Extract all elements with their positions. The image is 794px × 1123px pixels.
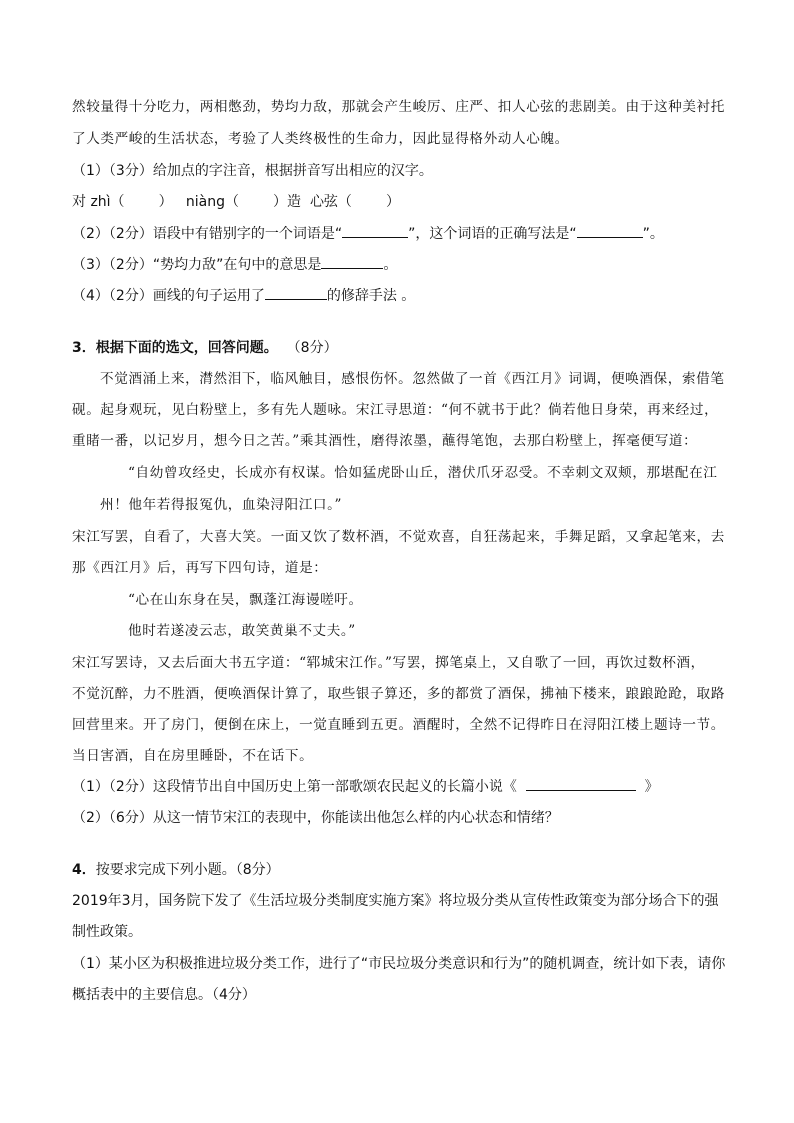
answer-blank[interactable]	[265, 285, 327, 300]
paren-close: ）	[385, 194, 400, 210]
document-page	[72, 96, 724, 1006]
q3-para3-line: 当日害酒，自在房里睡卧，不在话下。	[72, 748, 314, 764]
pinyin-niang: niàng（	[185, 194, 240, 210]
pinyin-zhi: 对 zhì（	[72, 194, 125, 210]
q4-sub1-line: （1）某小区为积极推进垃圾分类工作，进行了“市民垃圾分类意识和行为”的随机调查，统计如下表，请你	[72, 956, 726, 972]
q2-sub2-text: ”，这个词语的正确写法是“	[408, 226, 577, 242]
q3-poem1-line: “自幼曾攻经史，长成亦有权谋。恰如猛虎卧山丘，潜伏爪牙忍受。不幸刺文双颊，那堪配在江	[128, 465, 718, 481]
q2-sub2-text: ”。	[642, 226, 664, 242]
q3-sub1	[72, 776, 724, 798]
char-xin-xian: 心弦（	[309, 194, 352, 210]
q3-heading	[72, 337, 724, 359]
paren-close: ）	[158, 194, 173, 210]
q3-poem2-line: 他时若遂凌云志，敢笑黄巢不丈夫。”	[128, 623, 356, 639]
q3-sub1-text: 》	[644, 779, 659, 795]
q2-sub1-prompt: （1）（3分）给加点的字注音，根据拼音写出相应的汉字。	[72, 163, 433, 179]
q3-para2-line: 那《西江月》后，再写下四句诗，道是：	[72, 560, 328, 576]
q3-para1-line: 砚。起身观玩，见白粉壁上，多有先人题咏。宋江寻思道：“何不就书于此？倘若他日身荣，再来经过，	[72, 402, 719, 418]
q3-poem2-line: “心在山东身在吴，飘蓬江海谩嗟吁。	[128, 592, 363, 608]
q3-para2-line: 宋江写罢，自看了，大喜大笑。一面又饮了数杯酒，不觉欢喜，自狂荡起来，手舞足蹈，又拿起笔来，去	[72, 529, 725, 545]
q4-sub1-line: 概括表中的主要信息。（4分）	[72, 987, 256, 1003]
q4-heading	[72, 859, 724, 881]
q2-sub2	[72, 223, 724, 245]
q2-sub3	[72, 254, 724, 276]
q3-sub2: （2）（6分）从这一情节宋江的表现中，你能读出他怎么样的内心状态和情绪？	[72, 810, 559, 826]
q3-poem1-line: 州！他年若得报冤仇，血染浔阳江口。”	[100, 497, 343, 513]
q3-para3-line: 回营里来。开了房门，便倒在床上，一觉直睡到五更。酒醒时，全然不记得昨日在浔阳江楼上题诗一节。	[72, 717, 725, 733]
answer-blank[interactable]	[342, 223, 408, 238]
q4-heading-number: 4．	[72, 862, 96, 878]
q4-heading-text: 按要求完成下列小题。（8分）	[95, 862, 280, 878]
q2-sub1-answers	[72, 191, 724, 213]
q2-sub4-text: 的修辞手法 。	[326, 288, 416, 304]
q2-sub3-text: 。	[383, 257, 398, 273]
answer-blank[interactable]	[526, 776, 636, 791]
answer-blank[interactable]	[321, 254, 383, 269]
q3-heading-text: 3．根据下面的选文，回答问题。	[72, 340, 278, 356]
q3-para3-line: 宋江写罢诗，又去后面大书五字道：“郓城宋江作。”写罢，掷笔桌上，又自歌了一回，再饮过数杯酒，	[72, 655, 705, 671]
passage-line: 然较量得十分吃力，两相憋劲，势均力敌，那就会产生峻厉、庄严、扣人心弦的悲剧美。由于这种美衬托	[72, 99, 725, 115]
q3-para1-line: 重睹一番，以记岁月，想今日之苦。”乘其酒性，磨得浓墨，蘸得笔饱，去那白粉壁上，挥毫便写道：	[72, 433, 698, 449]
q4-para-line: 制性政策。	[72, 924, 142, 940]
passage-line: 了人类严峻的生活状态，考验了人类终极性的生命力，因此显得格外动人心魄。	[72, 131, 569, 147]
q4-para-line: 2019年3月，国务院下发了《生活垃圾分类制度实施方案》将垃圾分类从宣传性政策变为部分场合下的强	[72, 893, 719, 909]
q2-sub4-text: （4）（2分）画线的句子运用了	[72, 288, 265, 304]
q3-score: （8分）	[286, 340, 338, 356]
q3-para3-line: 不觉沉醉，力不胜酒，便唤酒保计算了，取些银子算还，多的都赏了酒保，拂袖下楼来，踉踉跄跄，取路	[72, 686, 725, 702]
answer-blank[interactable]	[577, 223, 643, 238]
q3-para1-line: 不觉酒涌上来，潸然泪下，临风触目，感恨伤怀。忽然做了一首《西江月》词调，便唤酒保，索借笔	[100, 371, 725, 387]
q2-sub3-text: （3）（2分）“势均力敌”在句中的意思是	[72, 257, 322, 273]
q3-sub1-text: （1）（2分）这段情节出自中国历史上第一部歌颂农民起义的长篇小说《	[72, 779, 517, 795]
paren-close-zao: ）造	[273, 194, 302, 210]
q2-sub2-text: （2）（2分）语段中有错别字的一个词语是“	[72, 226, 343, 242]
q2-sub4	[72, 285, 724, 307]
